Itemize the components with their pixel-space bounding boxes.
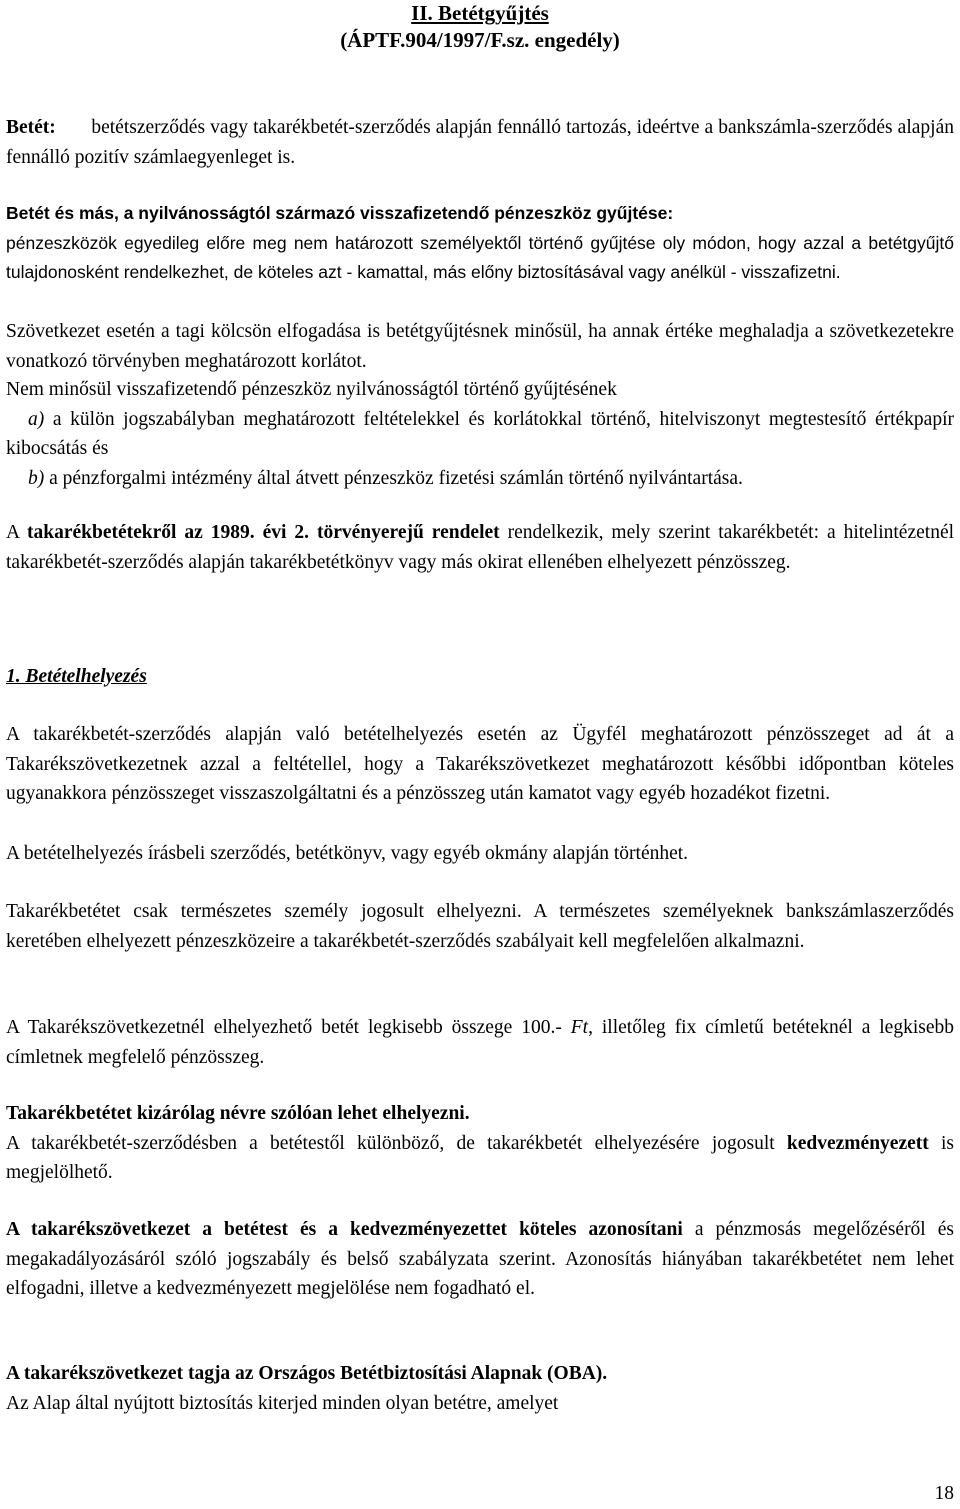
exception-item-a bbox=[6, 405, 954, 464]
item-b-marker: b) bbox=[28, 467, 45, 489]
decree-paragraph bbox=[6, 518, 954, 577]
definition-text: betétszerződés vagy takarékbetét-szerződés alapján fennálló tartozás, ideértve a bankszámla-szerződés alapján fennálló pozitív számlaegyenleget is. bbox=[6, 117, 954, 168]
name-only-rule: Takarékbetétet kizárólag névre szólóan lehet elhelyezni. bbox=[6, 1103, 470, 1124]
page-number: 18 bbox=[934, 1483, 954, 1504]
exception-item-b bbox=[6, 464, 954, 494]
oba-membership: A takarékszövetkezet tagja az Országos Betétbiztosítási Alapnak (OBA). bbox=[6, 1363, 608, 1384]
decree-text: rendelkezik, mely szerint takarékbetét: a hitelintézetnél takarékbetét-szerződés alapján takarékbetétkönyv vagy más okirat ellenében elhelyezett pénzösszeg. bbox=[6, 522, 955, 573]
oba-coverage-text: Az Alap által nyújtott biztosítás kiterjed minden olyan betétre, amelyet bbox=[6, 1392, 559, 1414]
section-paragraph-3: Takarékbetétet csak természetes személy jogosult elhelyezni. A természetes személyeknek bankszámlaszerződés keretében elhelyezett pénzeszközeire a takarékbetét-szerződés szabályait kell megfelelően alkalmazni. bbox=[6, 901, 954, 952]
decree-prefix: A bbox=[6, 522, 20, 543]
collection-paragraph-3: Nem minősül visszafizetendő pénzeszköz nyilvánosságtól történő gyűjtésének bbox=[6, 379, 617, 400]
collection-paragraph-2: Szövetkezet esetén a tagi kölcsön elfogadása is betétgyűjtésnek minősül, ha annak értéke meghaladja a szövetkezetekre vonatkozó törvényben meghatározott korlátot. bbox=[6, 321, 954, 372]
identification-text: a pénzmosás megelőzéséről és megakadályozásáról szóló jogszabály és belső szabályzata szerint. Azonosítás hiányában takarékbetétet nem lehet elfogadni, illetve a kedvezményezett megjelölése nem fogadható el. bbox=[6, 1219, 955, 1299]
decree-title: takarékbetétekről az 1989. évi 2. törvényerejű rendelet bbox=[26, 522, 500, 543]
section-paragraph-6 bbox=[6, 1215, 954, 1304]
collection-exceptions bbox=[6, 375, 954, 493]
section-paragraph-2: A betételhelyezés írásbeli szerződés, betétkönyv, vagy egyéb okmány alapján történhet. bbox=[6, 843, 689, 864]
definition-term: Betét: bbox=[6, 117, 56, 138]
minimum-amount-text: A Takarékszövetkezetnél elhelyezhető betét legkisebb összege 100.- bbox=[6, 1017, 562, 1038]
collection-section bbox=[6, 199, 954, 288]
collection-heading: Betét és más, a nyilvánosságtól származó visszafizetendő pénzeszköz gyűjtése: bbox=[6, 203, 674, 223]
collection-paragraph-1: pénzeszközök egyedileg előre meg nem határozott személyektől történő gyűjtése oly módon, hogy azzal a betétgyűjtő tulajdonosként rendelkezhet, de köteles azt - kamattal, más előny biztosításával vagy anélkül - visszafizetni. bbox=[6, 232, 954, 282]
section-paragraph-7 bbox=[6, 1359, 954, 1418]
item-a-text: a külön jogszabályban meghatározott feltételekkel és korlátokkal történő, hitelviszonyt megtestesítő értékpapír kibocsátás és bbox=[6, 408, 954, 459]
deposit-definition bbox=[6, 113, 954, 172]
beneficiary-text: A takarékbetét-szerződésben a betétestől különböző, de takarékbetét elhelyezésére jogosult bbox=[6, 1132, 775, 1154]
beneficiary-term: kedvezményezett bbox=[786, 1132, 929, 1154]
item-b-text: a pénzforgalmi intézmény által átvett pénzeszköz fizetési számlán történő nyilvántartása. bbox=[49, 467, 743, 489]
item-a-marker: a) bbox=[28, 408, 45, 430]
beneficiary-tail: is megjelölhető. bbox=[6, 1132, 954, 1183]
document-title bbox=[6, 0, 954, 54]
section-paragraph-4 bbox=[6, 1013, 954, 1072]
title-line-1: II. Betétgyűjtés bbox=[411, 1, 549, 25]
section-paragraph-1: A takarékbetét-szerződés alapján való betételhelyezés esetén az Ügyfél meghatározott pénzösszeget ad át a Takarékszövetkezetnek azzal a feltétellel, hogy a Takarékszövetkezet meghatározott későbbi időpontban köteles ugyanakkora pénzösszeget visszaszolgáltatni és a pénzösszeg után kamatot vagy egyéb hozadékot fizetni. bbox=[6, 724, 954, 804]
currency-ft: Ft bbox=[570, 1017, 589, 1038]
minimum-amount-tail: , illetőleg fix címletű betéteknél a legkisebb címletnek megfelelő pénzösszeg. bbox=[6, 1017, 954, 1068]
identification-rule: A takarékszövetkezet a betétest és a kedvezményezettet köteles azonosítani bbox=[6, 1219, 683, 1240]
title-line-2: (ÁPTF.904/1997/F.sz. engedély) bbox=[340, 28, 620, 52]
section-heading: 1. Betételhelyezés bbox=[6, 666, 147, 687]
section-paragraph-5 bbox=[6, 1099, 954, 1188]
beneficiary-rule bbox=[6, 1129, 954, 1188]
